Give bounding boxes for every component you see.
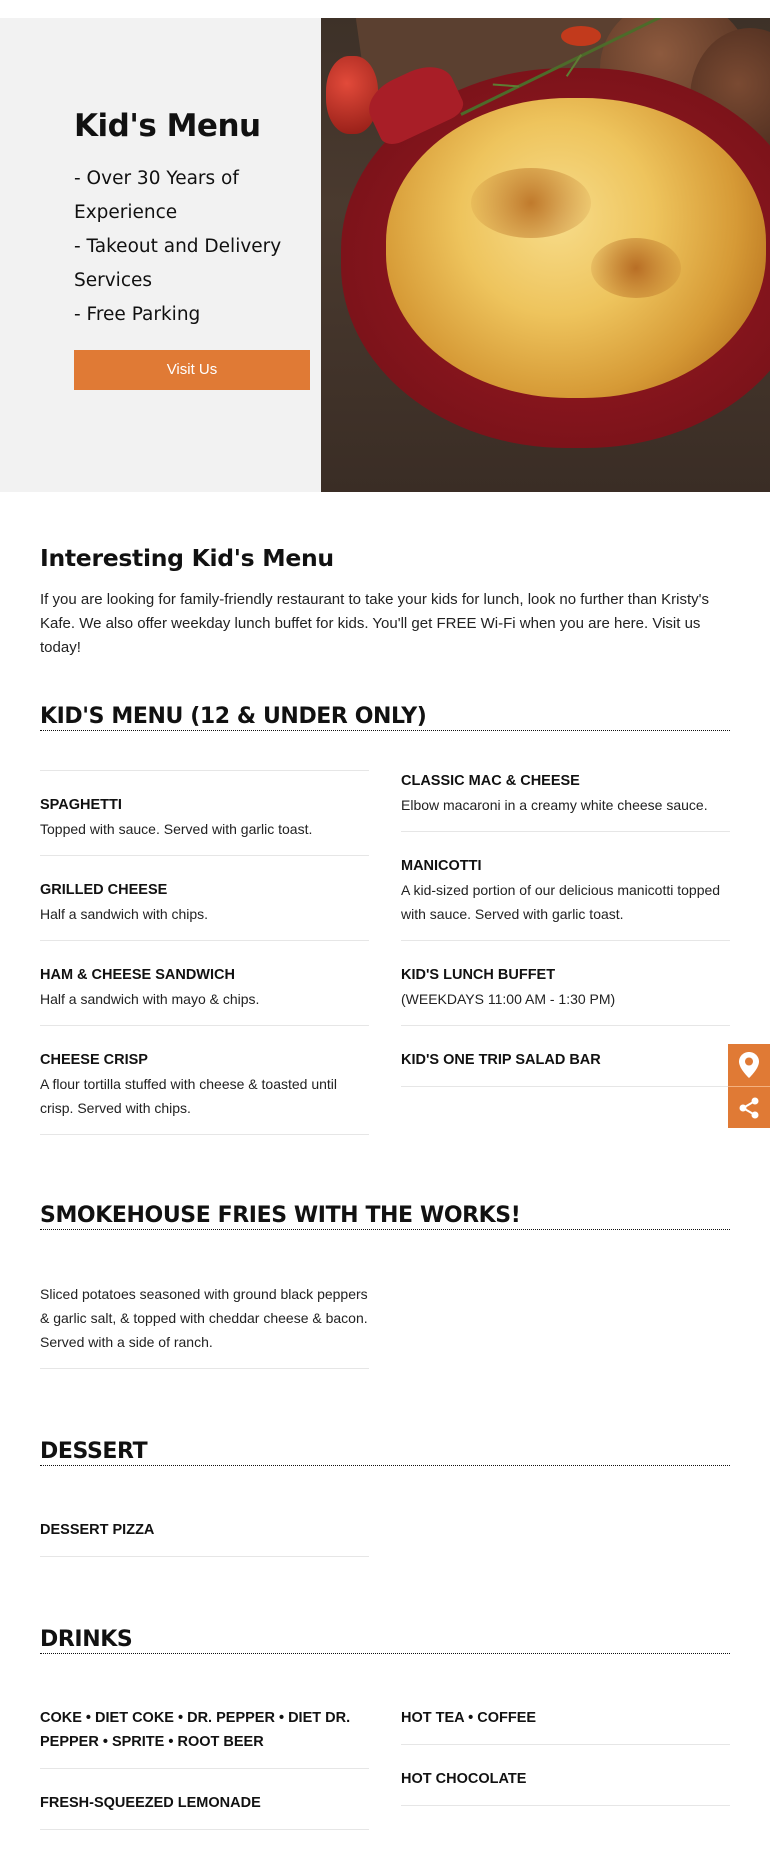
visit-us-button[interactable]: Visit Us [74,350,310,390]
hero-bullet: - Over 30 Years of [74,168,239,189]
menu-item-name: CLASSIC MAC & CHEESE [401,773,580,789]
hero-title: Kid's Menu [74,108,261,144]
menu-item-name: KID'S LUNCH BUFFET [401,967,556,983]
menu-item-name: MANICOTTI [401,858,482,874]
hero-bullet: Experience [74,202,178,223]
menu-item-spacer [40,757,369,771]
map-pin-icon [738,1051,760,1079]
menu-item-name: DESSERT PIZZA [40,1522,155,1538]
menu-item-desc: Half a sandwich with mayo & chips. [40,991,260,1007]
menu-item [401,941,730,1026]
menu-item-desc: Elbow macaroni in a creamy white cheese sauce. [401,797,708,813]
menu-item [40,1694,369,1769]
menu-item [40,856,369,941]
menu-item [40,771,369,856]
pepper-shape [326,56,378,134]
fries-left-column [40,1270,369,1369]
menu-item-name: HOT CHOCOLATE [401,1771,527,1787]
share-icon [737,1096,761,1120]
top-bar [0,0,770,18]
location-button[interactable] [728,1044,770,1086]
menu-item-name: HOT TEA • COFFEE [401,1710,537,1726]
menu-item-desc: (WEEKDAYS 11:00 AM - 1:30 PM) [401,991,616,1007]
menu-item-name: HAM & CHEESE SANDWICH [40,967,235,983]
floating-action-bar [728,1044,770,1128]
dessert-left-column [40,1506,369,1557]
hero-food-image [321,18,770,492]
menu-item [40,1506,369,1557]
mac-and-cheese [386,98,766,398]
menu-item [40,1769,369,1830]
menu-item [40,1270,369,1369]
drinks-left-column [40,1694,369,1830]
menu-item [401,757,730,832]
kids-menu-columns [40,757,730,1135]
fries-right-column [401,1270,730,1369]
drinks-right-column [401,1694,730,1830]
menu-item-name: COKE • DIET COKE • DR. PEPPER • DIET DR. PEPPER • SPRITE • ROOT BEER [40,1710,351,1750]
menu-item-desc: Topped with sauce. Served with garlic toast. [40,821,313,837]
hero-bullets [74,162,321,332]
menu-item-desc: Sliced potatoes seasoned with ground black peppers & garlic salt, & topped with cheddar cheese & bacon. Served with a side of ranch. [40,1286,368,1350]
hero-bullet: Services [74,270,153,291]
menu-item [40,941,369,1026]
kids-menu-heading: KID'S MENU (12 & UNDER ONLY) [40,704,730,731]
cheese-crust [591,238,681,298]
menu-item-desc: A flour tortilla stuffed with cheese & toasted until crisp. Served with chips. [40,1076,338,1116]
dessert-columns [40,1506,730,1557]
hero-bullet: - Takeout and Delivery [74,236,282,257]
menu-item [40,1026,369,1135]
drinks-heading: DRINKS [40,1627,730,1654]
menu-item-desc: A kid-sized portion of our delicious manicotti topped with sauce. Served with garlic toast. [401,882,721,922]
menu-item-desc: Half a sandwich with chips. [40,906,209,922]
menu-item-name: CHEESE CRISP [40,1052,148,1068]
menu-item [401,1694,730,1745]
menu-item [401,832,730,941]
pepper-shape [561,26,601,46]
drinks-columns [40,1694,730,1830]
dessert-heading: DESSERT [40,1439,730,1466]
menu-item-name: KID'S ONE TRIP SALAD BAR [401,1052,601,1068]
menu-item-name: GRILLED CHEESE [40,882,168,898]
intro-text: If you are looking for family-friendly restaurant to take your kids for lunch, look no further than Kristy's Kafe. We also offer weekday lunch buffet for kids. You'll get FREE Wi-Fi when you are here. Visit us today! [40,591,710,656]
fries-heading: SMOKEHOUSE FRIES WITH THE WORKS! [40,1203,730,1230]
menu-item [401,1745,730,1806]
hero-bullet: - Free Parking [74,304,201,325]
hero-banner [0,18,770,492]
fries-columns [40,1270,730,1369]
menu-item [401,1026,730,1087]
hero-text-panel [0,18,321,492]
dessert-right-column [401,1506,730,1557]
menu-item-name: FRESH-SQUEEZED LEMONADE [40,1795,261,1811]
cheese-crust [471,168,591,238]
share-button[interactable] [728,1086,770,1128]
kids-menu-right-column [401,757,730,1135]
main-content [40,492,730,1830]
intro-title: Interesting Kid's Menu [40,544,334,572]
kids-menu-left-column [40,757,369,1135]
menu-item-name: SPAGHETTI [40,797,122,813]
